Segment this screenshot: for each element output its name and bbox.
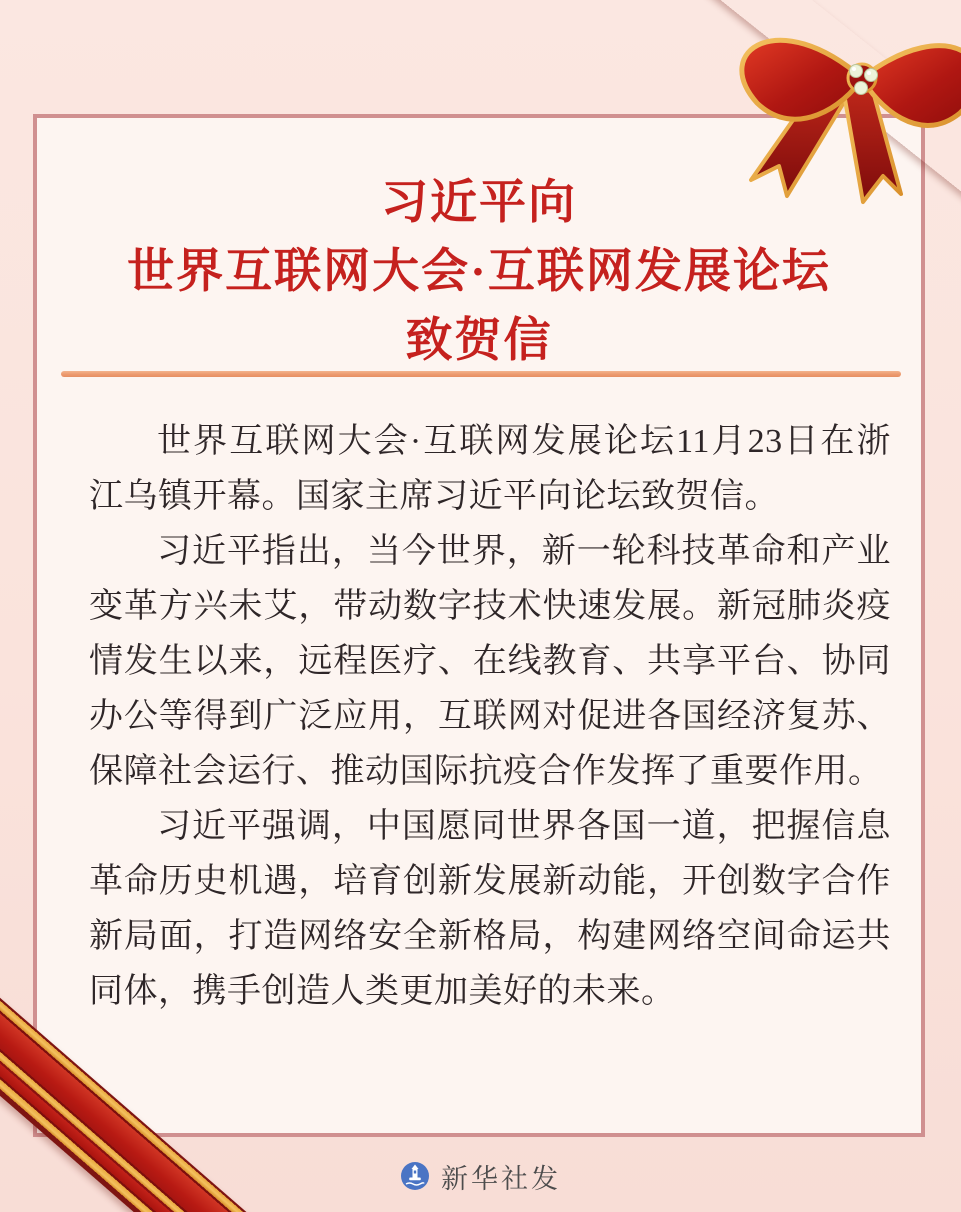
content-card [33,114,925,1137]
paragraph-3: 习近平强调，中国愿同世界各国一道，把握信息革命历史机遇，培育创新发展新动能，开创数字合作新局面，打造网络安全新格局，构建网络空间命运共同体，携手创造人类更加美好的未来。 [89,808,891,1010]
title-divider [61,371,901,377]
pearl-highlight [867,71,871,75]
title-line-2: 世界互联网大会·互联网发展论坛 [127,246,831,299]
title-line-3: 致贺信 [405,315,553,368]
gift-bow-icon [705,0,961,238]
pearl-highlight [852,67,856,71]
bow-loop-left [742,40,862,119]
xinhua-emblem-icon [400,1161,430,1191]
bow-pearl [850,65,863,78]
paragraph-2: 习近平指出，当今世界，新一轮科技革命和产业变革方兴未艾，带动数字技术快速发展。新冠肺炎疫情发生以来，远程医疗、在线教育、共享平台、协同办公等得到广泛应用，互联网对促进各国经济复苏、保障社会运行、推动国际抗疫合作发挥了重要作用。 [89,533,891,790]
bow-pearl [855,82,868,95]
article-body [89,414,891,1019]
credit-text: 新华社发 [441,1163,561,1194]
title-line-1: 习近平向 [381,177,577,230]
paragraph-1: 世界互联网大会·互联网发展论坛11月23日在浙江乌镇开幕。国家主席习近平向论坛致贺信。 [89,423,891,515]
bow-pearl [865,69,878,82]
footer-credit-row [0,1153,961,1199]
